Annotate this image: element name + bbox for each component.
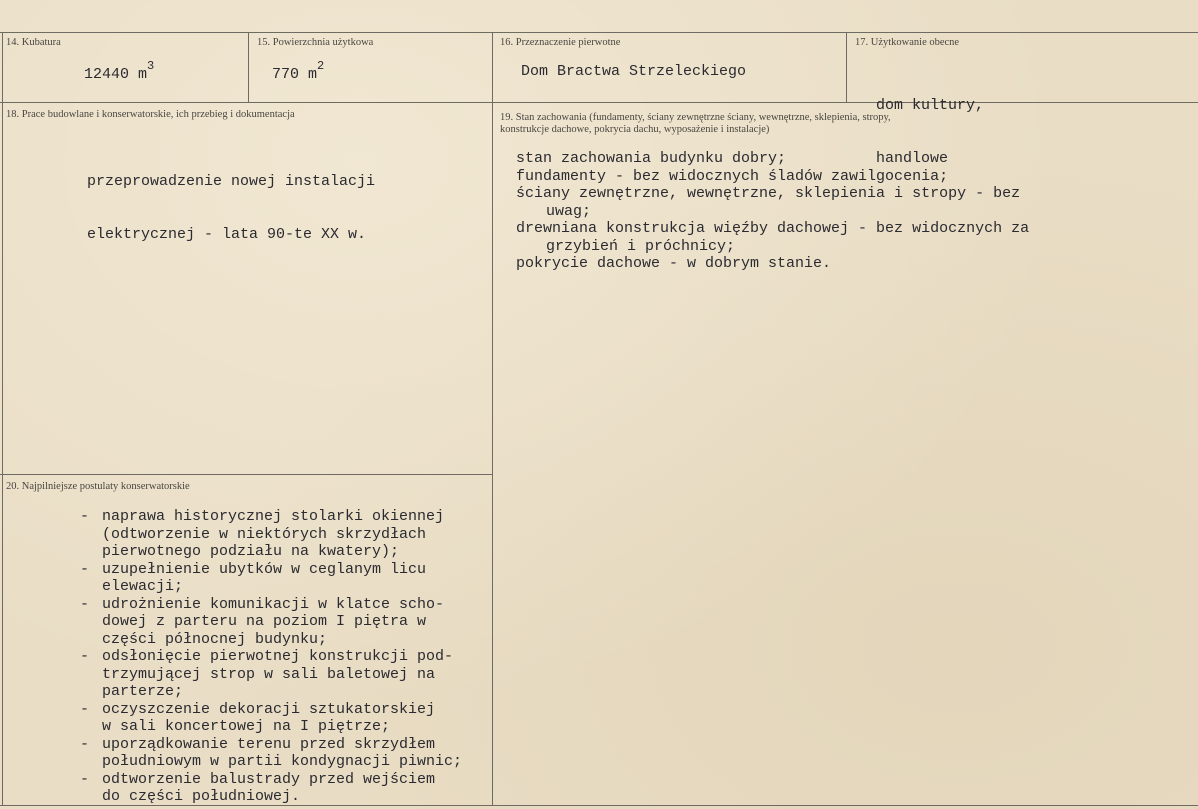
field16-label: 16. Przeznaczenie pierwotne [500,37,621,48]
dash-bullet: - [80,700,90,718]
postulate-line: do części południowej. [102,788,301,805]
postulate-line [80,701,462,719]
postulate-line: w sali koncertowej na I piętrze; [102,718,391,735]
divider-14-15 [248,32,249,102]
field17-line: handlowe [876,149,949,167]
field19-label [500,112,891,136]
dash-bullet: - [80,595,90,613]
field14-label: 14. Kubatura [6,37,61,48]
postulate-line [80,648,462,666]
field18-bottom-border [0,474,492,475]
field17-label: 17. Użytkowanie obecne [855,37,960,48]
postulate-line: pierwotnego podziału na kwatery); [102,543,400,560]
field19-value [516,150,1029,273]
postulate-line [80,771,462,789]
postulate-line [80,561,462,579]
field16-value: Dom Bractwa Strzeleckiego [521,63,747,80]
postulate-line [80,596,462,614]
postulate-item [80,771,462,806]
postulate-item [80,561,462,596]
dash-bullet: - [80,770,90,788]
field20-list [80,508,462,806]
postulate-text: naprawa historycznej stolarki okiennej [102,508,445,525]
dash-bullet: - [80,648,90,665]
postulate-text: uporządkowanie terenu przed skrzydłem [102,735,436,753]
postulate-line: elewacji; [102,578,184,595]
postulate-item [80,596,462,649]
postulate-item [80,648,462,701]
dash-bullet: - [80,560,90,578]
field19-line: ściany zewnętrzne, wewnętrzne, sklepienia i stropy - bez [516,185,1021,202]
postulate-line: dowej z parteru na poziom I piętra w [102,613,427,630]
field15-value [272,61,324,83]
postulate-line: trzymującej strop w sali baletowej na [102,665,436,683]
field19-line: grzybień i próchnicy; [546,237,736,255]
left-border [2,32,3,805]
postulate-line [80,508,462,526]
field17-line: dom kultury, [876,97,985,114]
postulate-item [80,508,462,561]
postulate-text: odsłonięcie pierwotnej konstrukcji pod- [102,648,454,665]
field15-exponent: 2 [317,59,325,73]
divider-left-right [492,102,493,805]
divider-16-17 [846,32,847,102]
field19-line: stan zachowania budynku dobry; [516,150,787,167]
postulate-item [80,701,462,736]
postulate-line: części północnej budynku; [102,630,328,648]
field19-label-line: 19. Stan zachowania (fundamenty, ściany zewnętrzne ściany, wewnętrzne, sklepienia, stropy, [500,112,891,123]
dash-bullet: - [80,508,90,525]
field14-number: 12440 m [84,66,148,83]
field19-label-line: konstrukcje dachowe, pokrycia dachu, wyposażenie i instalacje) [500,124,770,135]
field18-line: przeprowadzenie nowej instalacji [87,173,376,190]
postulate-text: uzupełnienie ubytków w ceglanym licu [102,560,427,578]
postulate-line [80,736,462,754]
top-border [0,32,1198,33]
postulate-line: (odtworzenie w niektórych skrzydłach [102,525,427,543]
row1-bottom-border [0,102,1198,103]
field15-number: 770 m [272,66,318,83]
field19-line: uwag; [546,202,592,220]
field14-value [84,61,154,83]
postulate-text: udrożnienie komunikacji w klatce scho- [102,595,445,613]
field19-line: fundamenty - bez widocznych śladów zawilgocenia; [516,167,949,185]
field19-line: pokrycie dachowe - w dobrym stanie. [516,255,832,272]
divider-15-16 [492,32,493,102]
field18-value [87,138,375,278]
field15-label: 15. Powierzchnia użytkowa [257,37,374,48]
field20-label: 20. Najpilniejsze postulaty konserwatorskie [6,481,190,492]
postulate-line: południowym w partii kondygnacji piwnic; [102,753,463,770]
field18-line: elektrycznej - lata 90-te XX w. [87,225,367,243]
postulate-text: oczyszczenie dekoracji sztukatorskiej [102,700,436,718]
field18-label: 18. Prace budowlane i konserwatorskie, ich przebieg i dokumentacja [6,109,295,120]
dash-bullet: - [80,735,90,753]
postulate-item [80,736,462,771]
postulate-line: parterze; [102,683,184,700]
field19-line: drewniana konstrukcja więźby dachowej - bez widocznych za [516,220,1030,237]
postulate-text: odtworzenie balustrady przed wejściem [102,770,436,788]
field14-exponent: 3 [147,59,155,73]
